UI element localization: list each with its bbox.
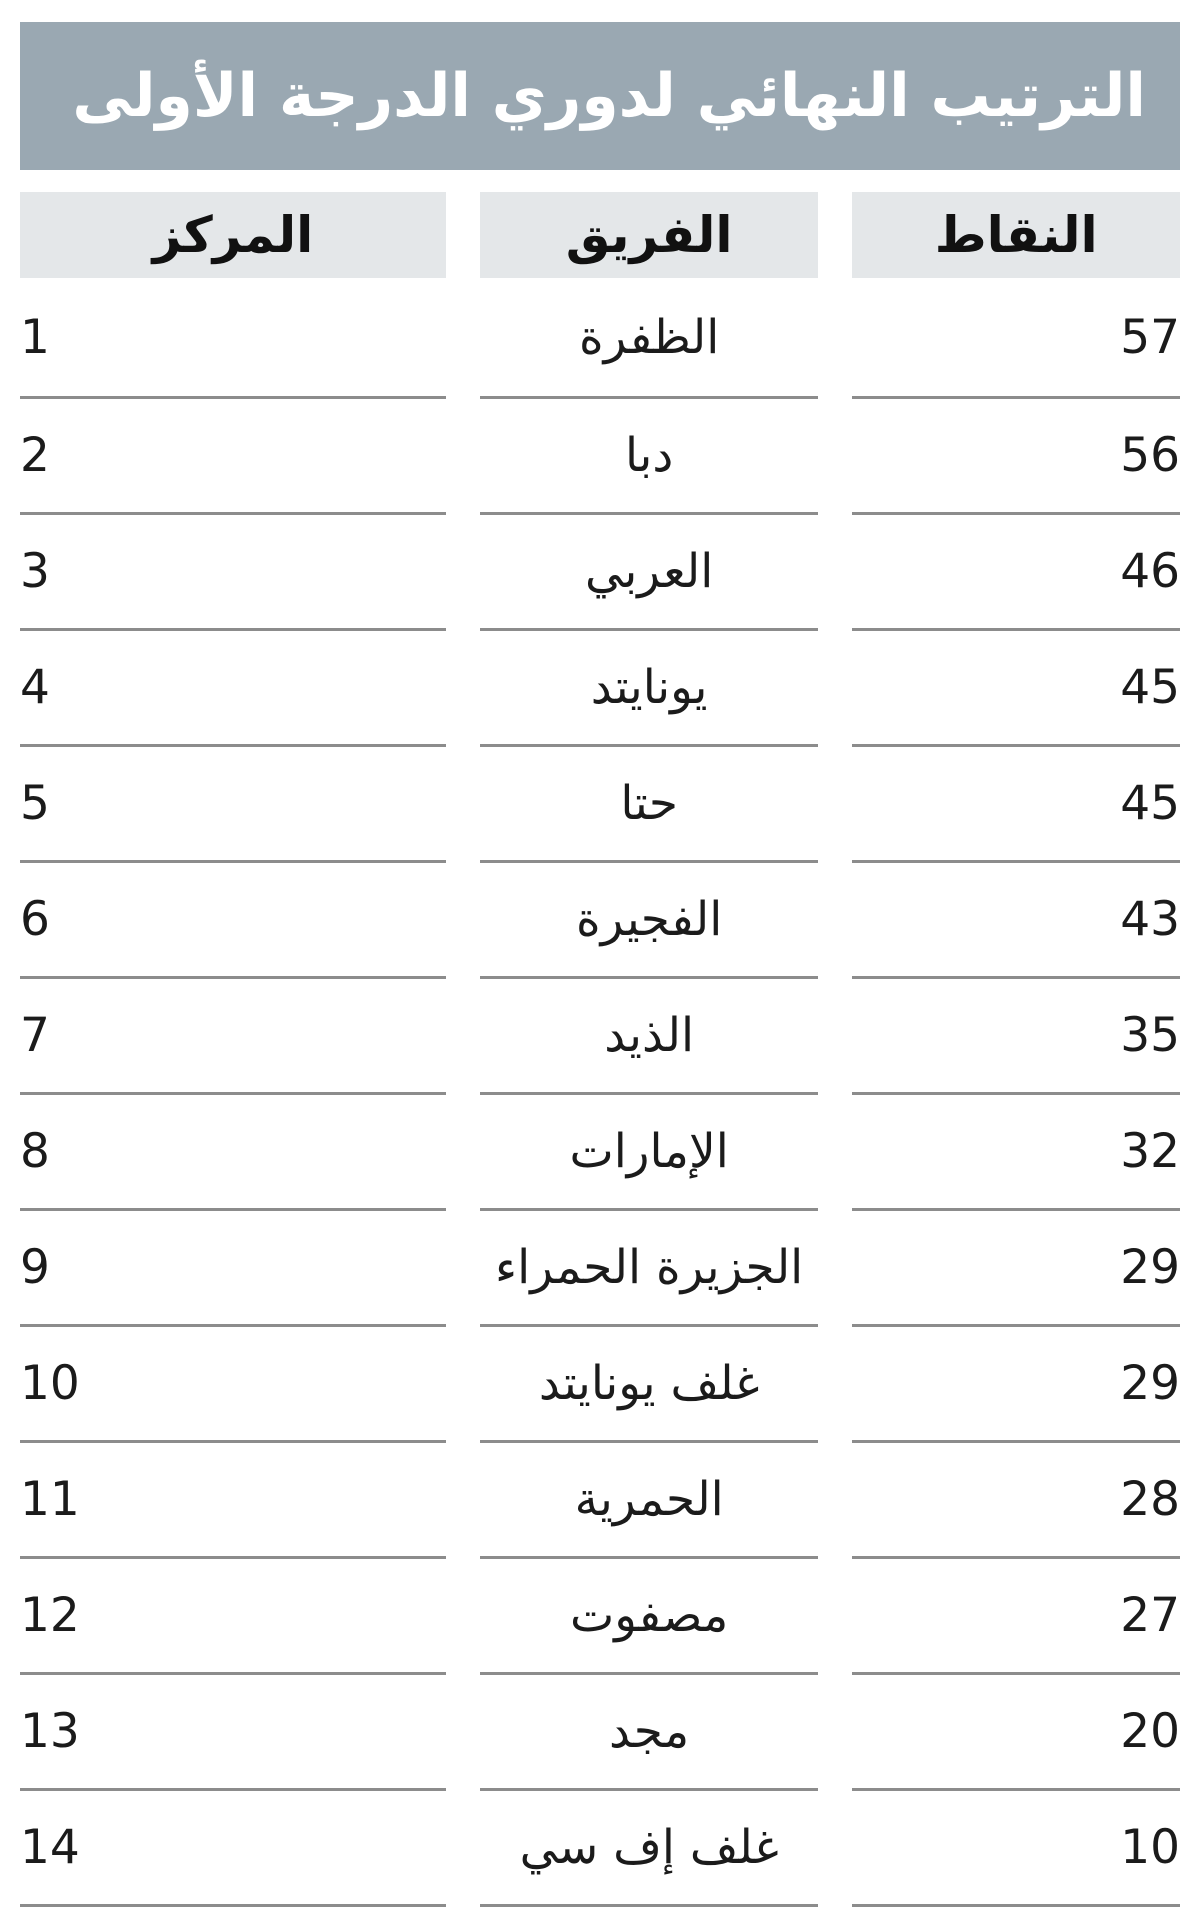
cell-gap <box>446 1674 480 1790</box>
table-row <box>20 746 1180 862</box>
cell-gap <box>446 630 480 746</box>
table-row <box>20 514 1180 630</box>
column-header-team: الفريق <box>480 192 819 278</box>
cell-rank: 13 <box>20 1674 446 1790</box>
cell-rank: 2 <box>20 398 446 514</box>
cell-rank: 9 <box>20 1210 446 1326</box>
table-row <box>20 1558 1180 1674</box>
table-row <box>20 862 1180 978</box>
cell-gap <box>446 746 480 862</box>
standings-table <box>20 192 1180 1907</box>
cell-points: 20 <box>852 1674 1180 1790</box>
cell-gap <box>818 278 852 398</box>
cell-gap <box>818 978 852 1094</box>
cell-points: 56 <box>852 398 1180 514</box>
cell-team: العربي <box>480 514 819 630</box>
table-body <box>20 278 1180 1906</box>
cell-team: الفجيرة <box>480 862 819 978</box>
cell-points: 29 <box>852 1326 1180 1442</box>
cell-gap <box>818 1558 852 1674</box>
table-row <box>20 278 1180 398</box>
cell-rank: 14 <box>20 1790 446 1906</box>
cell-team: غلف يونايتد <box>480 1326 819 1442</box>
cell-gap <box>818 630 852 746</box>
table-row <box>20 1442 1180 1558</box>
cell-gap <box>818 862 852 978</box>
cell-points: 46 <box>852 514 1180 630</box>
cell-team: دبا <box>480 398 819 514</box>
header-gap <box>446 192 480 278</box>
cell-gap <box>818 398 852 514</box>
cell-team: الجزيرة الحمراء <box>480 1210 819 1326</box>
cell-rank: 7 <box>20 978 446 1094</box>
cell-points: 32 <box>852 1094 1180 1210</box>
cell-rank: 5 <box>20 746 446 862</box>
cell-points: 29 <box>852 1210 1180 1326</box>
cell-rank: 4 <box>20 630 446 746</box>
table-row <box>20 398 1180 514</box>
cell-gap <box>446 1442 480 1558</box>
table-row <box>20 1210 1180 1326</box>
cell-rank: 3 <box>20 514 446 630</box>
cell-team: يونايتد <box>480 630 819 746</box>
cell-gap <box>446 1210 480 1326</box>
column-header-rank: المركز <box>20 192 446 278</box>
cell-team: مصفوت <box>480 1558 819 1674</box>
table-row <box>20 630 1180 746</box>
cell-gap <box>818 1210 852 1326</box>
cell-points: 10 <box>852 1790 1180 1906</box>
cell-gap <box>446 1790 480 1906</box>
cell-gap <box>818 1790 852 1906</box>
table-row <box>20 1326 1180 1442</box>
cell-gap <box>818 1442 852 1558</box>
cell-rank: 11 <box>20 1442 446 1558</box>
cell-gap <box>818 514 852 630</box>
cell-rank: 6 <box>20 862 446 978</box>
cell-gap <box>818 1326 852 1442</box>
cell-team: الحمرية <box>480 1442 819 1558</box>
cell-points: 45 <box>852 630 1180 746</box>
cell-gap <box>818 746 852 862</box>
cell-team: مجد <box>480 1674 819 1790</box>
cell-gap <box>446 278 480 398</box>
cell-team: غلف إف سي <box>480 1790 819 1906</box>
cell-gap <box>446 1094 480 1210</box>
cell-rank: 1 <box>20 278 446 398</box>
cell-team: الذيد <box>480 978 819 1094</box>
cell-team: حتا <box>480 746 819 862</box>
cell-points: 35 <box>852 978 1180 1094</box>
cell-points: 45 <box>852 746 1180 862</box>
table-row <box>20 978 1180 1094</box>
table-header <box>20 192 1180 278</box>
table-row <box>20 1790 1180 1906</box>
cell-rank: 8 <box>20 1094 446 1210</box>
cell-gap <box>446 1558 480 1674</box>
cell-points: 57 <box>852 278 1180 398</box>
cell-rank: 12 <box>20 1558 446 1674</box>
cell-team: الظفرة <box>480 278 819 398</box>
table-row <box>20 1094 1180 1210</box>
cell-gap <box>818 1094 852 1210</box>
table-row <box>20 1674 1180 1790</box>
cell-gap <box>446 862 480 978</box>
cell-gap <box>446 514 480 630</box>
header-gap <box>818 192 852 278</box>
cell-gap <box>446 1326 480 1442</box>
cell-points: 27 <box>852 1558 1180 1674</box>
cell-gap <box>446 978 480 1094</box>
cell-team: الإمارات <box>480 1094 819 1210</box>
cell-points: 43 <box>852 862 1180 978</box>
cell-gap <box>446 398 480 514</box>
cell-rank: 10 <box>20 1326 446 1442</box>
column-header-points: النقاط <box>852 192 1180 278</box>
cell-gap <box>818 1674 852 1790</box>
cell-points: 28 <box>852 1442 1180 1558</box>
table-header-row <box>20 192 1180 278</box>
page-title-bar <box>20 22 1180 170</box>
page-title: الترتيب النهائي لدوري الدرجة الأولى <box>72 60 1146 131</box>
